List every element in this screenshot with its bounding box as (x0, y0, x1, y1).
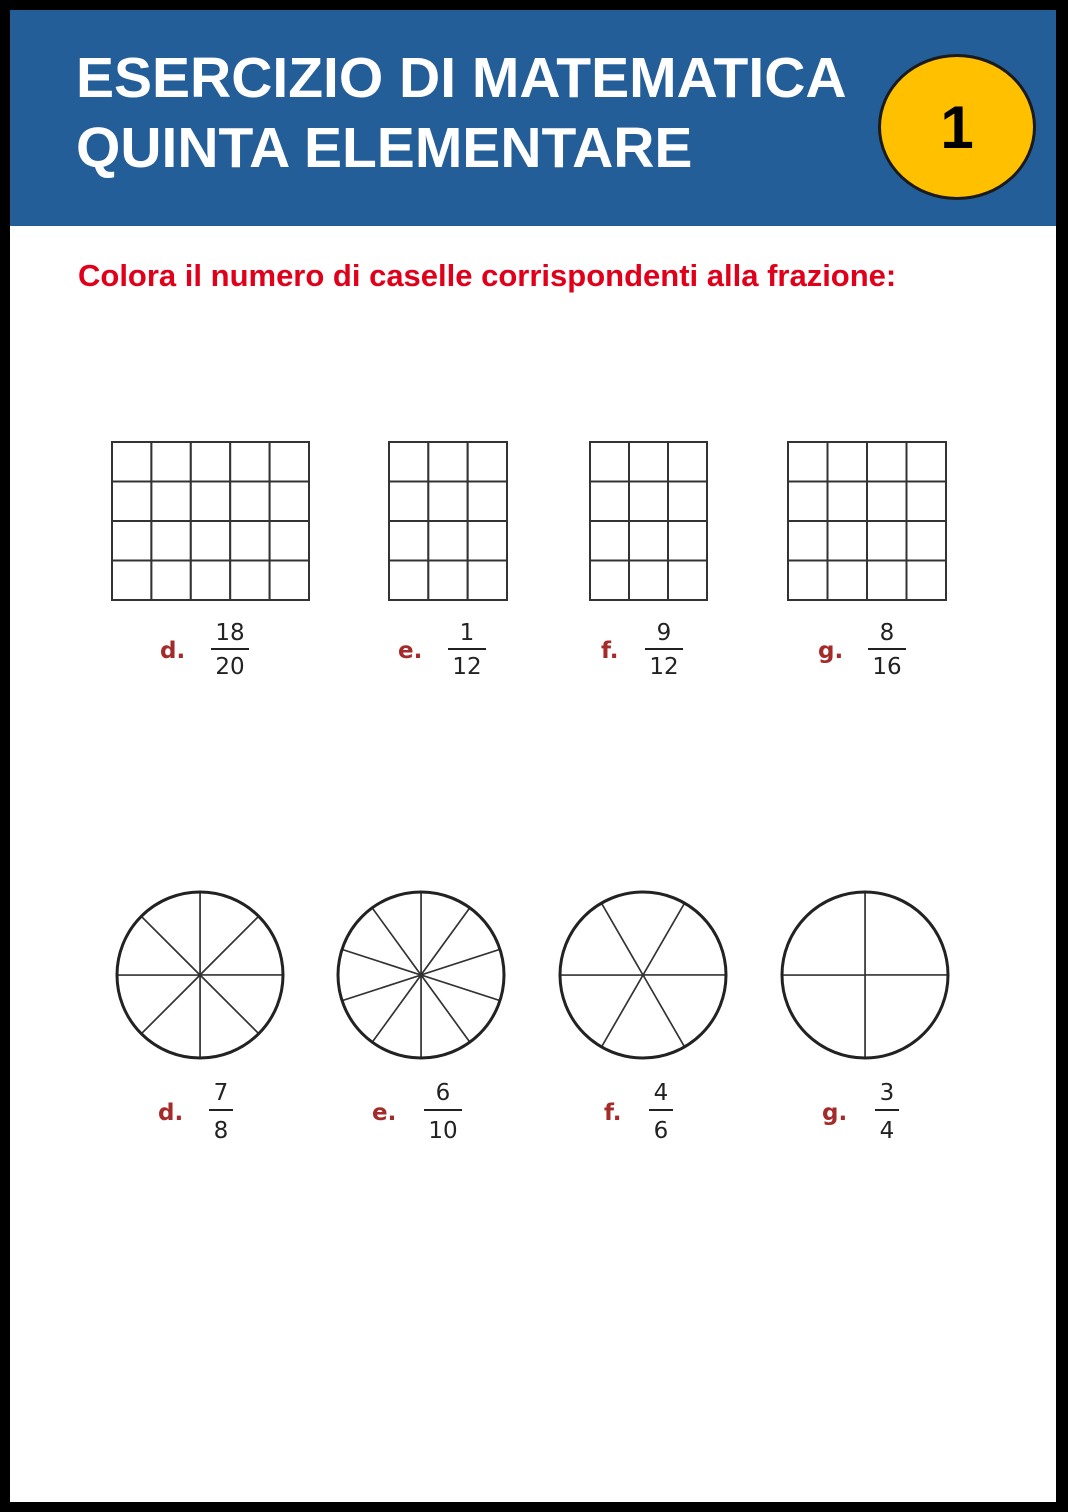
fraction-grid[interactable] (112, 442, 309, 600)
grid-cell[interactable] (907, 482, 947, 522)
title-line-2: QUINTA ELEMENTARE (76, 116, 693, 180)
grid-cell[interactable] (629, 482, 668, 522)
exercise-number-badge: 1 (878, 54, 1036, 200)
grid-cell[interactable] (428, 442, 467, 482)
grid-exercise-e (389, 442, 507, 680)
fraction-denominator: 10 (428, 1118, 458, 1144)
grid-cell[interactable] (629, 561, 668, 601)
grid-cell[interactable] (867, 561, 907, 601)
exercise-letter: e. (398, 638, 423, 664)
grid-cell[interactable] (112, 521, 151, 561)
grid-cell[interactable] (590, 561, 629, 601)
circle-exercise-f (560, 892, 726, 1144)
grid-cell[interactable] (151, 521, 190, 561)
exercise-letter: g. (822, 1100, 848, 1126)
grid-cell[interactable] (788, 442, 828, 482)
grid-cell[interactable] (788, 521, 828, 561)
fraction-denominator: 16 (872, 654, 902, 680)
grid-cell[interactable] (629, 442, 668, 482)
grid-cell[interactable] (389, 521, 428, 561)
grid-exercise-f (590, 442, 707, 680)
fraction-grid[interactable] (788, 442, 946, 600)
fraction-numerator: 3 (879, 1080, 895, 1106)
exercise-letter: d. (158, 1100, 184, 1126)
grid-cell[interactable] (828, 442, 868, 482)
fraction-numerator: 4 (653, 1080, 669, 1106)
fraction-circle[interactable] (117, 892, 283, 1058)
grid-cell[interactable] (428, 482, 467, 522)
fraction-numerator: 9 (656, 620, 672, 646)
grid-cell[interactable] (191, 482, 230, 522)
grid-exercise-d (112, 442, 309, 680)
fraction-denominator: 6 (653, 1118, 669, 1144)
fraction-denominator: 12 (649, 654, 679, 680)
fraction-grid[interactable] (590, 442, 707, 600)
grid-cell[interactable] (907, 561, 947, 601)
grid-cell[interactable] (867, 442, 907, 482)
grid-cell[interactable] (151, 442, 190, 482)
grid-cell[interactable] (389, 442, 428, 482)
grid-cell[interactable] (668, 442, 707, 482)
exercise-letter: g. (818, 638, 844, 664)
grid-cell[interactable] (907, 442, 947, 482)
grid-cell[interactable] (112, 561, 151, 601)
grid-cell[interactable] (428, 521, 467, 561)
fraction-grid[interactable] (389, 442, 507, 600)
exercise-letter: f. (604, 1100, 622, 1126)
circle-exercise-g (782, 892, 948, 1144)
grid-cell[interactable] (270, 561, 309, 601)
grid-cell[interactable] (191, 561, 230, 601)
fraction-denominator: 4 (879, 1118, 895, 1144)
fraction-numerator: 6 (435, 1080, 451, 1106)
fraction-denominator: 12 (452, 654, 482, 680)
grid-cell[interactable] (788, 482, 828, 522)
grid-cell[interactable] (668, 482, 707, 522)
grid-cell[interactable] (428, 561, 467, 601)
fraction-numerator: 7 (213, 1080, 229, 1106)
grid-cell[interactable] (191, 521, 230, 561)
circle-exercise-e (338, 892, 504, 1144)
exercise-letter: d. (160, 638, 186, 664)
fraction-numerator: 18 (215, 620, 245, 646)
grid-cell[interactable] (828, 482, 868, 522)
circle-exercise-d (117, 892, 283, 1144)
grid-cell[interactable] (230, 561, 269, 601)
grid-cell[interactable] (788, 561, 828, 601)
grid-cell[interactable] (230, 521, 269, 561)
grid-cell[interactable] (590, 521, 629, 561)
grid-cell[interactable] (230, 442, 269, 482)
grid-cell[interactable] (191, 442, 230, 482)
grid-cell[interactable] (668, 561, 707, 601)
grid-cell[interactable] (468, 521, 507, 561)
grid-cell[interactable] (867, 482, 907, 522)
grid-cell[interactable] (629, 521, 668, 561)
fraction-denominator: 20 (215, 654, 245, 680)
fraction-denominator: 8 (213, 1118, 229, 1144)
fraction-circle[interactable] (782, 892, 948, 1058)
grid-cell[interactable] (270, 442, 309, 482)
grid-cell[interactable] (151, 482, 190, 522)
grid-cell[interactable] (112, 482, 151, 522)
fraction-circle[interactable] (338, 892, 504, 1058)
grid-cell[interactable] (151, 561, 190, 601)
grid-cell[interactable] (907, 521, 947, 561)
exercise-letter: e. (372, 1100, 397, 1126)
grid-cell[interactable] (112, 442, 151, 482)
grid-cell[interactable] (389, 561, 428, 601)
grid-cell[interactable] (828, 521, 868, 561)
grid-cell[interactable] (828, 561, 868, 601)
fraction-circle[interactable] (560, 892, 726, 1058)
grid-cell[interactable] (468, 482, 507, 522)
grid-exercise-g (788, 442, 946, 680)
grid-cell[interactable] (590, 482, 629, 522)
grid-cell[interactable] (468, 442, 507, 482)
grid-cell[interactable] (468, 561, 507, 601)
title-line-1: ESERCIZIO DI MATEMATICA (76, 46, 847, 110)
fraction-numerator: 1 (459, 620, 475, 646)
grid-cell[interactable] (270, 482, 309, 522)
grid-cell[interactable] (590, 442, 629, 482)
grid-cell[interactable] (389, 482, 428, 522)
grid-cell[interactable] (867, 521, 907, 561)
fraction-numerator: 8 (879, 620, 895, 646)
grid-cell[interactable] (668, 521, 707, 561)
exercise-letter: f. (601, 638, 619, 664)
grid-cell[interactable] (230, 482, 269, 522)
instruction-text: Colora il numero di caselle corrispondenti alla frazione: (78, 258, 897, 293)
grid-cell[interactable] (270, 521, 309, 561)
